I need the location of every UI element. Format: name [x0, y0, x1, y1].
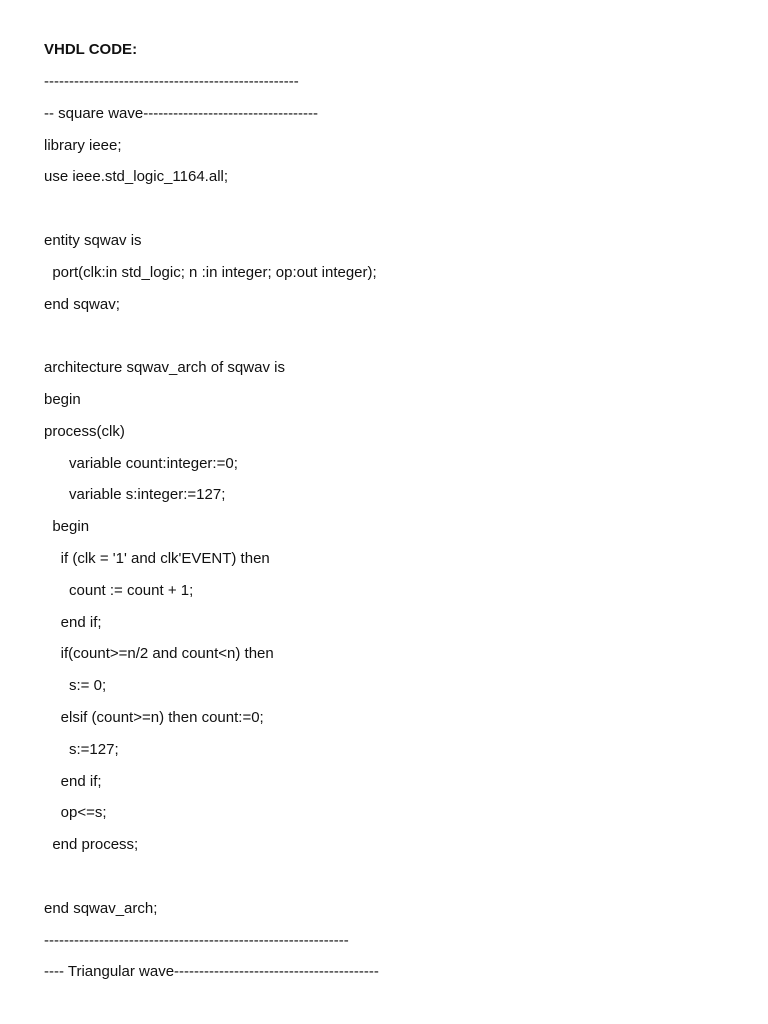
code-line: port(clk:in std_logic; n :in integer; op:out integer); [44, 263, 377, 281]
code-line: entity sqwav is [44, 231, 142, 249]
document-heading: VHDL CODE: [44, 41, 138, 58]
code-line: if(count>=n/2 and count<n) then [44, 645, 274, 663]
code-line: count := count + 1; [44, 581, 194, 599]
code-line: begin [44, 390, 81, 408]
code-line: end sqwav; [44, 295, 120, 313]
code-line: variable count:integer:=0; [44, 454, 238, 472]
code-line: s:= 0; [44, 677, 107, 695]
code-line: s:=127; [44, 740, 119, 758]
code-line: if (clk = '1' and clk'EVENT) then [44, 549, 270, 567]
code-line: architecture sqwav_arch of sqwav is [44, 359, 285, 377]
code-line: end sqwav_arch; [44, 899, 158, 917]
code-block [44, 72, 744, 994]
code-line: -- square wave----------------------------------- [44, 104, 319, 122]
code-line: end process; [44, 836, 139, 854]
code-line: process(clk) [44, 422, 125, 440]
code-line: --------------------------------------------------- [44, 73, 299, 90]
code-line: elsif (count>=n) then count:=0; [44, 708, 264, 726]
code-line: use ieee.std_logic_1164.all; [44, 168, 229, 186]
code-line: begin [44, 518, 90, 536]
code-line: ---- Triangular wave----------------------------------------- [44, 963, 379, 981]
code-line [44, 199, 744, 231]
code-line: op<=s; [44, 804, 107, 822]
code-line: end if; [44, 613, 102, 631]
code-line: variable s:integer:=127; [44, 486, 226, 504]
code-line [44, 326, 744, 358]
code-line: ------------------------------------------------------------- [44, 931, 349, 949]
code-line: end if; [44, 772, 102, 790]
code-line [44, 867, 744, 899]
code-line: library ieee; [44, 136, 122, 154]
